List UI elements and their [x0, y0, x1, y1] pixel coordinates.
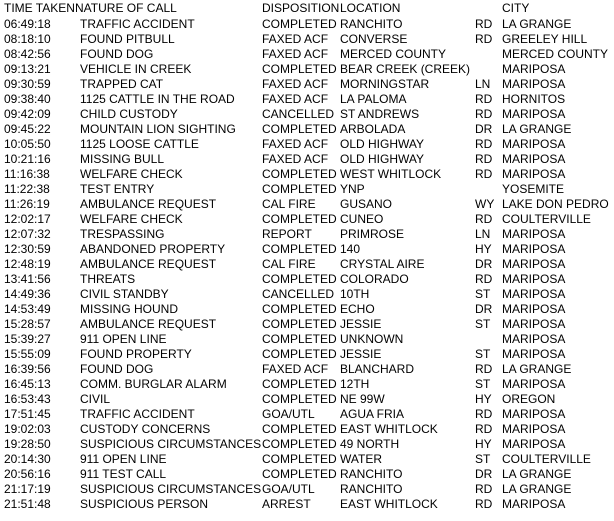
nature-of-call: AMBULANCE REQUEST [80, 317, 217, 331]
time-taken: 15:39:27 [4, 332, 51, 346]
time-taken: 16:39:56 [4, 362, 51, 376]
table-row [0, 452, 614, 467]
table-row [0, 332, 614, 347]
city: MARIPOSA [502, 347, 566, 361]
location: MORNINGSTAR [340, 77, 430, 91]
table-row [0, 77, 614, 92]
nature-of-call: FOUND DOG [80, 47, 154, 61]
location: OLD HIGHWAY [340, 137, 425, 151]
time-taken: 12:02:17 [4, 212, 51, 226]
location: EAST WHITLOCK [340, 422, 438, 436]
table-row [0, 422, 614, 437]
disposition: FAXED ACF [262, 362, 329, 376]
disposition: COMPLETED [262, 347, 337, 361]
header-time-taken: TIME TAKEN [4, 1, 75, 15]
location: WATER [340, 452, 382, 466]
nature-of-call: THREATS [80, 272, 136, 286]
time-taken: 17:51:45 [4, 407, 51, 421]
table-row [0, 17, 614, 32]
time-taken: 10:05:50 [4, 137, 51, 151]
city: MARIPOSA [502, 62, 566, 76]
city: COULTERVILLE [502, 212, 591, 226]
nature-of-call: CHILD CUSTODY [80, 107, 178, 121]
street-suffix: RD [475, 272, 493, 286]
header-disposition: DISPOSITION [262, 1, 340, 15]
call-rows [0, 17, 614, 512]
table-row [0, 287, 614, 302]
time-taken: 19:28:50 [4, 437, 51, 451]
time-taken: 16:45:13 [4, 377, 51, 391]
time-taken: 08:18:10 [4, 32, 51, 46]
location: RANCHITO [340, 482, 403, 496]
table-row [0, 152, 614, 167]
street-suffix: DR [475, 257, 493, 271]
disposition: FAXED ACF [262, 47, 329, 61]
time-taken: 21:17:19 [4, 482, 51, 496]
nature-of-call: AMBULANCE REQUEST [80, 257, 217, 271]
city: MARIPOSA [502, 407, 566, 421]
disposition: COMPLETED [262, 62, 337, 76]
disposition: COMPLETED [262, 392, 337, 406]
location: MERCED COUNTY [340, 47, 447, 61]
location: 140 [340, 242, 361, 256]
disposition: COMPLETED [262, 212, 337, 226]
street-suffix: HY [475, 437, 492, 451]
nature-of-call: MOUNTAIN LION SIGHTING [80, 122, 236, 136]
header-location: LOCATION [340, 1, 401, 15]
table-row [0, 257, 614, 272]
city: MARIPOSA [502, 272, 566, 286]
table-row [0, 482, 614, 497]
location: ST ANDREWS [340, 107, 420, 121]
table-row [0, 227, 614, 242]
table-row [0, 47, 614, 62]
city: MARIPOSA [502, 257, 566, 271]
disposition: FAXED ACF [262, 137, 329, 151]
disposition: FAXED ACF [262, 32, 329, 46]
disposition: FAXED ACF [262, 77, 329, 91]
time-taken: 09:30:59 [4, 77, 51, 91]
city: MARIPOSA [502, 317, 566, 331]
time-taken: 16:53:43 [4, 392, 51, 406]
table-row [0, 122, 614, 137]
city: HORNITOS [502, 92, 566, 106]
location: 10TH [340, 287, 370, 301]
table-row [0, 32, 614, 47]
city: MARIPOSA [502, 167, 566, 181]
street-suffix: RD [475, 497, 493, 511]
disposition: CAL FIRE [262, 197, 316, 211]
disposition: COMPLETED [262, 17, 337, 31]
disposition: COMPLETED [262, 242, 337, 256]
location: WEST WHITLOCK [340, 167, 442, 181]
time-taken: 10:21:16 [4, 152, 51, 166]
nature-of-call: SUSPICIOUS PERSON [80, 497, 209, 511]
street-suffix: RD [475, 482, 493, 496]
location: RANCHITO [340, 17, 403, 31]
table-row [0, 62, 614, 77]
street-suffix: RD [475, 167, 493, 181]
street-suffix: RD [475, 137, 493, 151]
nature-of-call: CIVIL [80, 392, 111, 406]
header-nature-of-call: NATURE OF CALL [75, 1, 177, 15]
city: COULTERVILLE [502, 452, 591, 466]
table-row [0, 182, 614, 197]
city: LA GRANGE [502, 362, 572, 376]
table-row [0, 212, 614, 227]
table-row [0, 407, 614, 422]
location: ECHO [340, 302, 375, 316]
city: MARIPOSA [502, 422, 566, 436]
location: BLANCHARD [340, 362, 415, 376]
nature-of-call: FOUND PROPERTY [80, 347, 192, 361]
time-taken: 09:45:22 [4, 122, 51, 136]
street-suffix: LN [475, 227, 491, 241]
time-taken: 19:02:03 [4, 422, 51, 436]
nature-of-call: TRAPPED CAT [80, 77, 164, 91]
city: MARIPOSA [502, 302, 566, 316]
disposition: CANCELLED [262, 287, 335, 301]
disposition: COMPLETED [262, 422, 337, 436]
street-suffix: ST [475, 347, 491, 361]
nature-of-call: 1125 LOOSE CATTLE [80, 137, 199, 151]
street-suffix: RD [475, 92, 493, 106]
city: YOSEMITE [502, 182, 565, 196]
nature-of-call: TRAFFIC ACCIDENT [80, 17, 195, 31]
city: MARIPOSA [502, 437, 566, 451]
nature-of-call: MISSING BULL [80, 152, 165, 166]
street-suffix: RD [475, 407, 493, 421]
table-row [0, 497, 614, 512]
time-taken: 12:07:32 [4, 227, 51, 241]
disposition: FAXED ACF [262, 92, 329, 106]
disposition: ARREST [262, 497, 311, 511]
city: LA GRANGE [502, 467, 572, 481]
street-suffix: RD [475, 422, 493, 436]
location: RANCHITO [340, 467, 403, 481]
time-taken: 14:49:36 [4, 287, 51, 301]
location: GUSANO [340, 197, 393, 211]
disposition: COMPLETED [262, 437, 337, 451]
table-row [0, 392, 614, 407]
location: CONVERSE [340, 32, 408, 46]
nature-of-call: MISSING HOUND [80, 302, 179, 316]
location: CUNEO [340, 212, 384, 226]
city: MARIPOSA [502, 242, 566, 256]
time-taken: 11:22:38 [4, 182, 50, 196]
location: COLORADO [340, 272, 409, 286]
disposition: COMPLETED [262, 182, 337, 196]
location: JESSIE [340, 347, 382, 361]
street-suffix: DR [475, 122, 493, 136]
disposition: CAL FIRE [262, 257, 316, 271]
street-suffix: RD [475, 32, 493, 46]
table-row [0, 167, 614, 182]
table-row [0, 302, 614, 317]
city: MARIPOSA [502, 332, 566, 346]
time-taken: 13:41:56 [4, 272, 51, 286]
location: AGUA FRIA [340, 407, 405, 421]
street-suffix: RD [475, 107, 493, 121]
street-suffix: DR [475, 302, 493, 316]
disposition: COMPLETED [262, 467, 337, 481]
table-row [0, 137, 614, 152]
table-row [0, 467, 614, 482]
header-row [0, 0, 614, 17]
time-taken: 21:51:48 [4, 497, 51, 511]
street-suffix: LN [475, 77, 491, 91]
city: MARIPOSA [502, 152, 566, 166]
city: MARIPOSA [502, 107, 566, 121]
city: LA GRANGE [502, 122, 572, 136]
disposition: GOA/UTL [262, 482, 315, 496]
time-taken: 09:42:09 [4, 107, 51, 121]
disposition: GOA/UTL [262, 407, 315, 421]
disposition: COMPLETED [262, 452, 337, 466]
location: 12TH [340, 377, 370, 391]
nature-of-call: CUSTODY CONCERNS [80, 422, 211, 436]
time-taken: 11:26:19 [4, 197, 50, 211]
city: MARIPOSA [502, 497, 566, 511]
location: NE 99W [340, 392, 385, 406]
time-taken: 20:14:30 [4, 452, 51, 466]
city: LA GRANGE [502, 482, 572, 496]
disposition: COMPLETED [262, 272, 337, 286]
street-suffix: RD [475, 152, 493, 166]
location: LA PALOMA [340, 92, 407, 106]
street-suffix: ST [475, 287, 491, 301]
time-taken: 15:28:57 [4, 317, 51, 331]
time-taken: 09:13:21 [4, 62, 51, 76]
nature-of-call: 911 TEST CALL [80, 467, 167, 481]
nature-of-call: VEHICLE IN CREEK [80, 62, 192, 76]
disposition: COMPLETED [262, 317, 337, 331]
nature-of-call: TEST ENTRY [80, 182, 155, 196]
street-suffix: ST [475, 377, 491, 391]
time-taken: 14:53:49 [4, 302, 51, 316]
disposition: CANCELLED [262, 107, 335, 121]
location: JESSIE [340, 317, 382, 331]
disposition: COMPLETED [262, 302, 337, 316]
location: BEAR CREEK (CREEK) [340, 62, 471, 76]
table-row [0, 362, 614, 377]
nature-of-call: 911 OPEN LINE [80, 452, 167, 466]
location: ARBOLADA [340, 122, 406, 136]
nature-of-call: WELFARE CHECK [80, 167, 183, 181]
city: MERCED COUNTY [502, 47, 609, 61]
street-suffix: WY [475, 197, 495, 211]
nature-of-call: ABANDONED PROPERTY [80, 242, 226, 256]
time-taken: 08:42:56 [4, 47, 51, 61]
nature-of-call: SUSPICIOUS CIRCUMSTANCES [80, 437, 262, 451]
street-suffix: DR [475, 467, 493, 481]
street-suffix: RD [475, 17, 493, 31]
disposition: COMPLETED [262, 122, 337, 136]
location: PRIMROSE [340, 227, 405, 241]
nature-of-call: 1125 CATTLE IN THE ROAD [80, 92, 235, 106]
city: LAKE DON PEDRO [502, 197, 609, 211]
table-row [0, 92, 614, 107]
street-suffix: ST [475, 317, 491, 331]
table-row [0, 437, 614, 452]
nature-of-call: FOUND DOG [80, 362, 154, 376]
nature-of-call: FOUND PITBULL [80, 32, 175, 46]
location: OLD HIGHWAY [340, 152, 425, 166]
header-city: CITY [502, 1, 530, 15]
city: MARIPOSA [502, 227, 566, 241]
location: CRYSTAL AIRE [340, 257, 425, 271]
nature-of-call: WELFARE CHECK [80, 212, 183, 226]
location: 49 NORTH [340, 437, 400, 451]
street-suffix: RD [475, 362, 493, 376]
disposition: FAXED ACF [262, 152, 329, 166]
city: MARIPOSA [502, 77, 566, 91]
time-taken: 12:30:59 [4, 242, 51, 256]
location: EAST WHITLOCK [340, 497, 438, 511]
time-taken: 09:38:40 [4, 92, 51, 106]
time-taken: 12:48:19 [4, 257, 51, 271]
time-taken: 06:49:18 [4, 17, 51, 31]
nature-of-call: TRESPASSING [80, 227, 165, 241]
nature-of-call: TRAFFIC ACCIDENT [80, 407, 195, 421]
city: MARIPOSA [502, 287, 566, 301]
time-taken: 11:16:38 [4, 167, 50, 181]
city: MARIPOSA [502, 137, 566, 151]
street-suffix: RD [475, 212, 493, 226]
table-row [0, 242, 614, 257]
table-row [0, 347, 614, 362]
table-row [0, 107, 614, 122]
city: MARIPOSA [502, 377, 566, 391]
time-taken: 15:55:09 [4, 347, 51, 361]
disposition: COMPLETED [262, 167, 337, 181]
location: YNP [340, 182, 365, 196]
nature-of-call: SUSPICIOUS CIRCUMSTANCES [80, 482, 262, 496]
nature-of-call: 911 OPEN LINE [80, 332, 167, 346]
city: OREGON [502, 392, 556, 406]
table-row [0, 197, 614, 212]
nature-of-call: AMBULANCE REQUEST [80, 197, 217, 211]
table-row [0, 272, 614, 287]
table-row [0, 317, 614, 332]
street-suffix: HY [475, 392, 492, 406]
street-suffix: HY [475, 242, 492, 256]
nature-of-call: CIVIL STANDBY [80, 287, 169, 301]
disposition: REPORT [262, 227, 312, 241]
location: UNKNOWN [340, 332, 404, 346]
street-suffix: ST [475, 452, 491, 466]
city: GREELEY HILL [502, 32, 588, 46]
nature-of-call: COMM. BURGLAR ALARM [80, 377, 227, 391]
time-taken: 20:56:16 [4, 467, 51, 481]
disposition: COMPLETED [262, 332, 337, 346]
table-row [0, 377, 614, 392]
disposition: COMPLETED [262, 377, 337, 391]
city: LA GRANGE [502, 17, 572, 31]
